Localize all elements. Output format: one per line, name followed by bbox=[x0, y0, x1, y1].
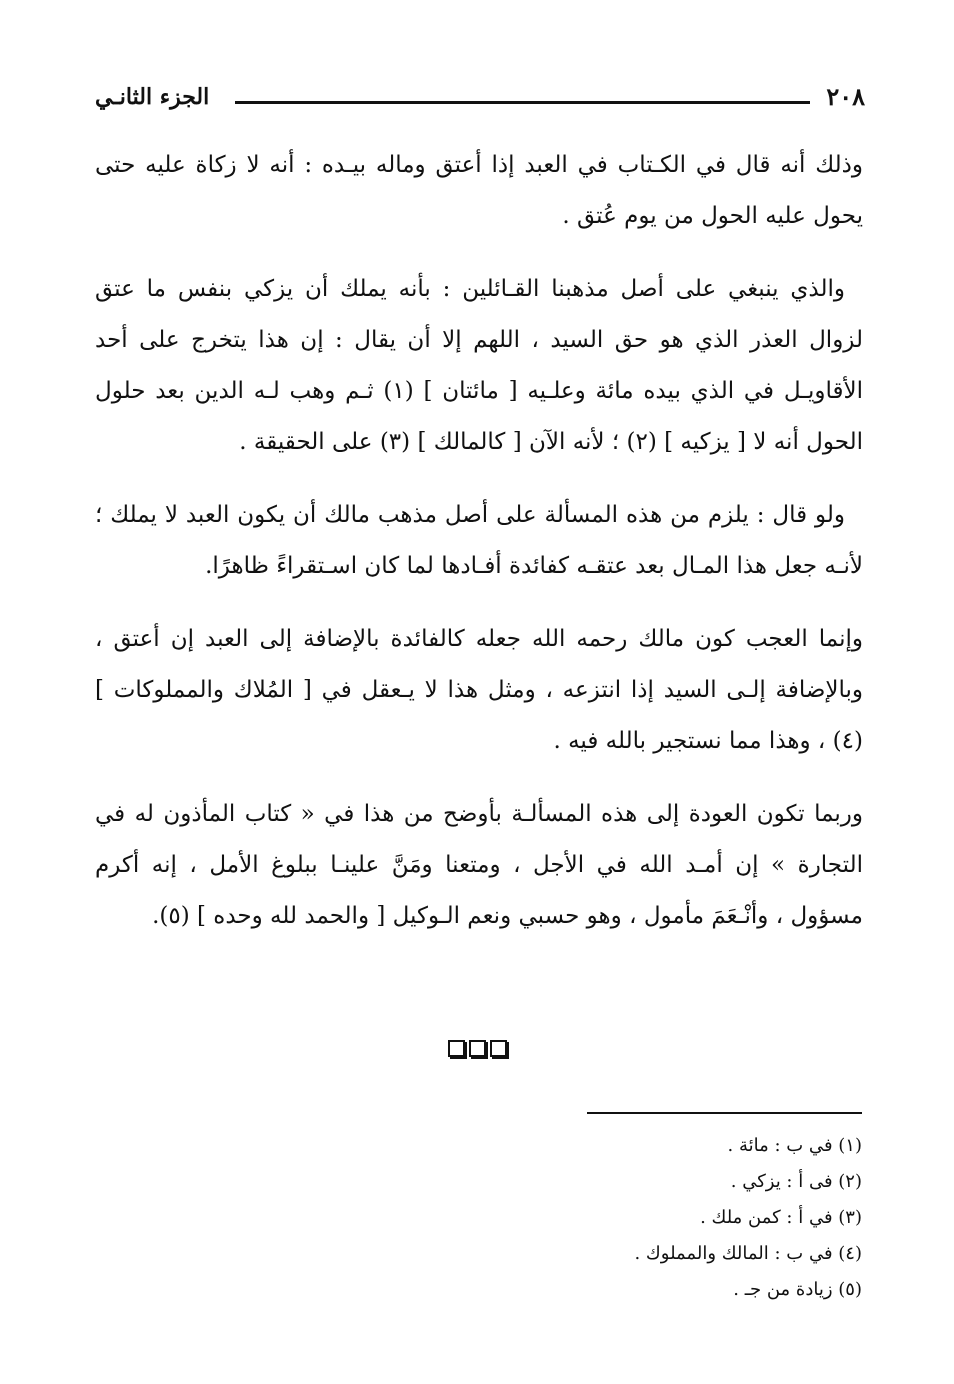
page-number: ٢٠٨ bbox=[826, 82, 865, 111]
ornament-square-icon bbox=[490, 1040, 507, 1057]
part-title: الجزء الثانـي bbox=[95, 84, 210, 110]
main-text bbox=[95, 140, 863, 964]
footnotes bbox=[362, 1128, 862, 1308]
footnote: (٣) في أ : كمن ملك . bbox=[700, 1207, 862, 1228]
paragraph: وذلك أنه قال في الكـتاب في العبد إذا أعتق وماله بيـده : أنه لا زكاة عليه حتى يحول عليه الحول من يوم عُتق . bbox=[95, 152, 863, 229]
section-end-ornament bbox=[0, 1040, 954, 1061]
paragraph: والذي ينبغي على أصل مذهبنا القـائلين : بأنه يملك أن يزكي بنفس ما عتق لزوال العذر الذي هو حق السيد ، اللهم إلا أن يقال : إن هذا يتخرج على أحد الأقاويـل في الذي بيده مائة وعلـيه [ مائتان ] (١) ثـم وهب لـه الدين بعد حلول الحول أنه لا [ يزكيه ] (٢) ؛ لأنه الآن [ كالمالك ] (٣) على الحقيقة . bbox=[95, 276, 863, 455]
footnote: (٤) في ب : المالك والمملوك . bbox=[634, 1243, 862, 1264]
footnote-separator bbox=[587, 1112, 862, 1114]
paragraph: ولو قال : يلزم من هذه المسألة على أصل مذهب مالك أن يكون العبد لا يملك ؛ لأنـه جعل هذا المـال بعد عتقـه كفائدة أفـادها لما كان اسـتقراءً ظاهرًا. bbox=[95, 502, 863, 579]
footnote: (٥) زيادة من جـ . bbox=[733, 1279, 862, 1300]
ornament-square-icon bbox=[448, 1040, 465, 1057]
paragraph: وربما تكون العودة إلى هذه المسألـة بأوضح من هذا في « كتاب المأذون له في التجارة » إن أمـد الله في الأجل ، ومتعنا ومَنَّ علينـا ببلوغ الأمل ، إنه أكرم مسؤول ، وأنْـعَمَ مأمول ، وهو حسبي ونعم الـوكيل [ والحمد لله وحده ] (٥). bbox=[95, 801, 863, 929]
ornament-square-icon bbox=[469, 1040, 486, 1057]
footnote: (١) في ب : مائة . bbox=[727, 1135, 862, 1156]
header-rule bbox=[235, 101, 810, 104]
running-header bbox=[95, 82, 865, 122]
footnote: (٢) فى أ : يزكي . bbox=[730, 1171, 862, 1192]
paragraph: وإنما العجب كون مالك رحمه الله جعله كالفائدة بالإضافة إلى العبد إن أعتق ، وبالإضافة إلـى السيد إذا انتزعه ، ومثل هذا لا يـعقل في [ المُلاك والمملوكات ] (٤) ، وهذا مما نستجير بالله فيه . bbox=[95, 626, 863, 754]
